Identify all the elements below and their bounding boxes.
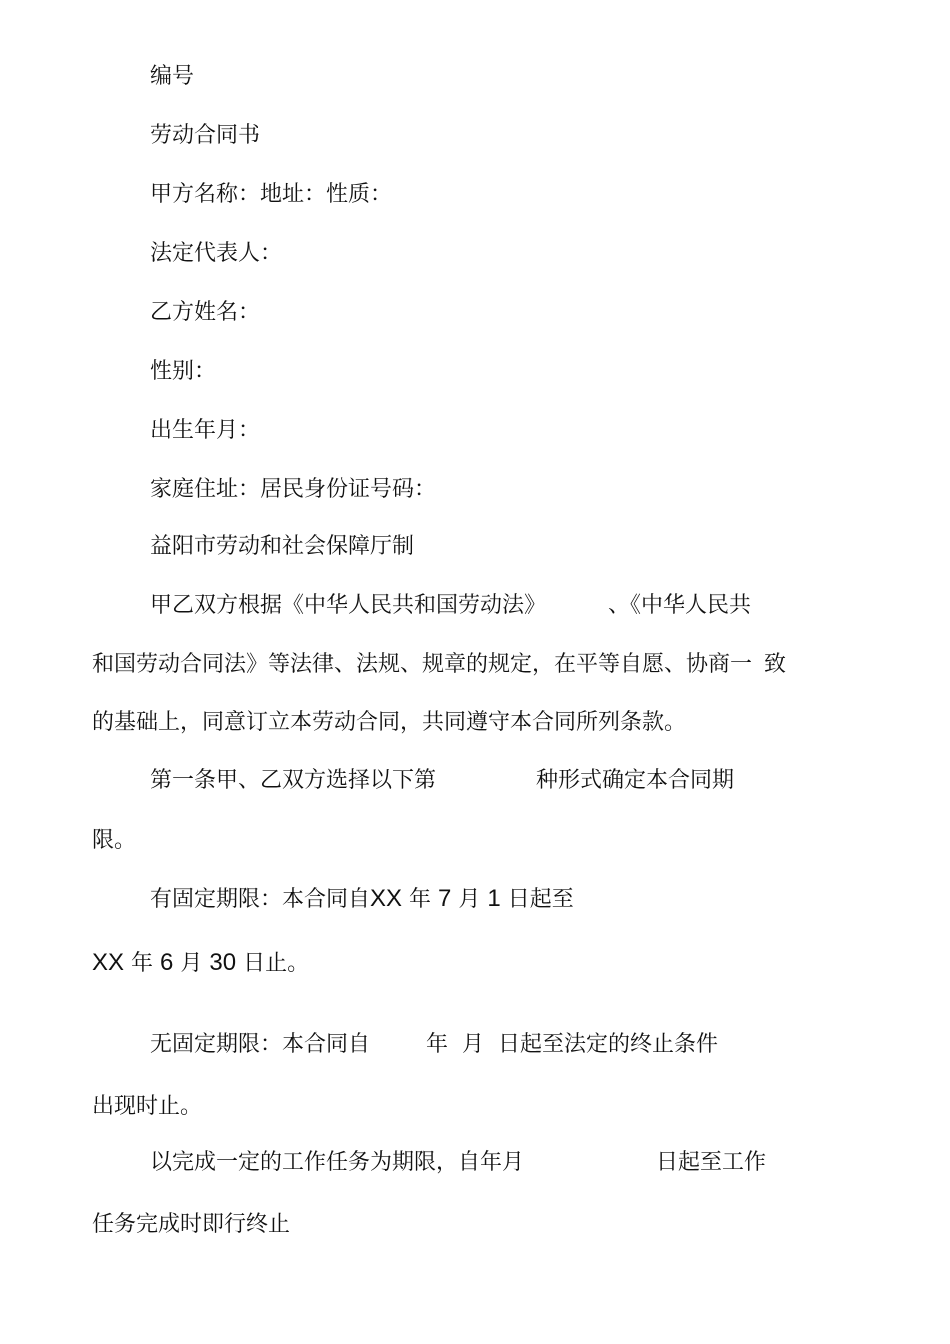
preamble-text: 和国劳动合同法》等法律、法规、规章的规定，在平等自愿、协商一 [92,652,753,677]
open-term-text: 日起至法定的终止条件 [498,1032,719,1057]
fixed-term-text: 月 [180,951,203,976]
legal-representative: 法定代表人： [150,241,283,266]
article-text: 第一条甲、乙双方选择以下第 [150,768,437,793]
open-term-line-1 [150,1030,718,1060]
start-day: 1 [487,885,501,912]
preamble-text: 甲乙双方根据《中华人民共和国劳动法》 [150,593,547,618]
open-term-line-2: 出现时止。 [92,1094,203,1119]
task-term-line-1 [150,1148,766,1178]
start-year: XX [370,885,403,912]
party-b-name: 乙方姓名： [150,300,261,325]
party-b-birth: 出生年月： [150,418,261,443]
task-term-text: 日起至工作 [656,1150,767,1175]
party-b-address-id: 家庭住址：居民身份证号码： [150,477,437,502]
fixed-term-text: 日止。 [243,951,310,976]
fixed-term-line-2 [92,948,309,979]
preamble-text: 致 [764,652,787,677]
contract-title: 劳动合同书 [150,123,261,148]
end-day: 30 [209,949,237,976]
end-month: 6 [160,949,174,976]
preamble-text: 、《中华人民共 [608,593,752,618]
preamble-line-3: 的基础上，同意订立本劳动合同，共同遵守本合同所列条款。 [92,710,687,735]
party-b-gender: 性别： [150,359,217,384]
fixed-term-text: 月 [458,887,481,912]
end-year: XX [92,949,125,976]
article-1-line-2: 限。 [92,828,137,853]
open-term-text: 月 [462,1032,485,1057]
fixed-term-text: 有固定期限：本合同自 [150,887,371,912]
fixed-term-text: 日起至 [507,887,574,912]
article-text: 种形式确定本合同期 [536,768,735,793]
open-term-text: 无固定期限：本合同自 [150,1032,371,1057]
preamble-line-1 [150,591,751,621]
preamble-line-2 [92,650,786,680]
fixed-term-line-1 [150,884,574,915]
issuer-line: 益阳市劳动和社会保障厅制 [150,534,415,559]
party-a-info: 甲方名称：地址：性质： [150,182,393,207]
article-1-line-1 [150,766,734,796]
fixed-term-text: 年 [131,951,154,976]
task-term-text: 以完成一定的工作任务为期限，自年月 [150,1150,525,1175]
open-term-text: 年 [426,1032,449,1057]
start-month: 7 [438,885,452,912]
task-term-line-2: 任务完成时即行终止 [92,1212,291,1237]
contract-number-label: 编号 [150,64,195,89]
fixed-term-text: 年 [409,887,432,912]
